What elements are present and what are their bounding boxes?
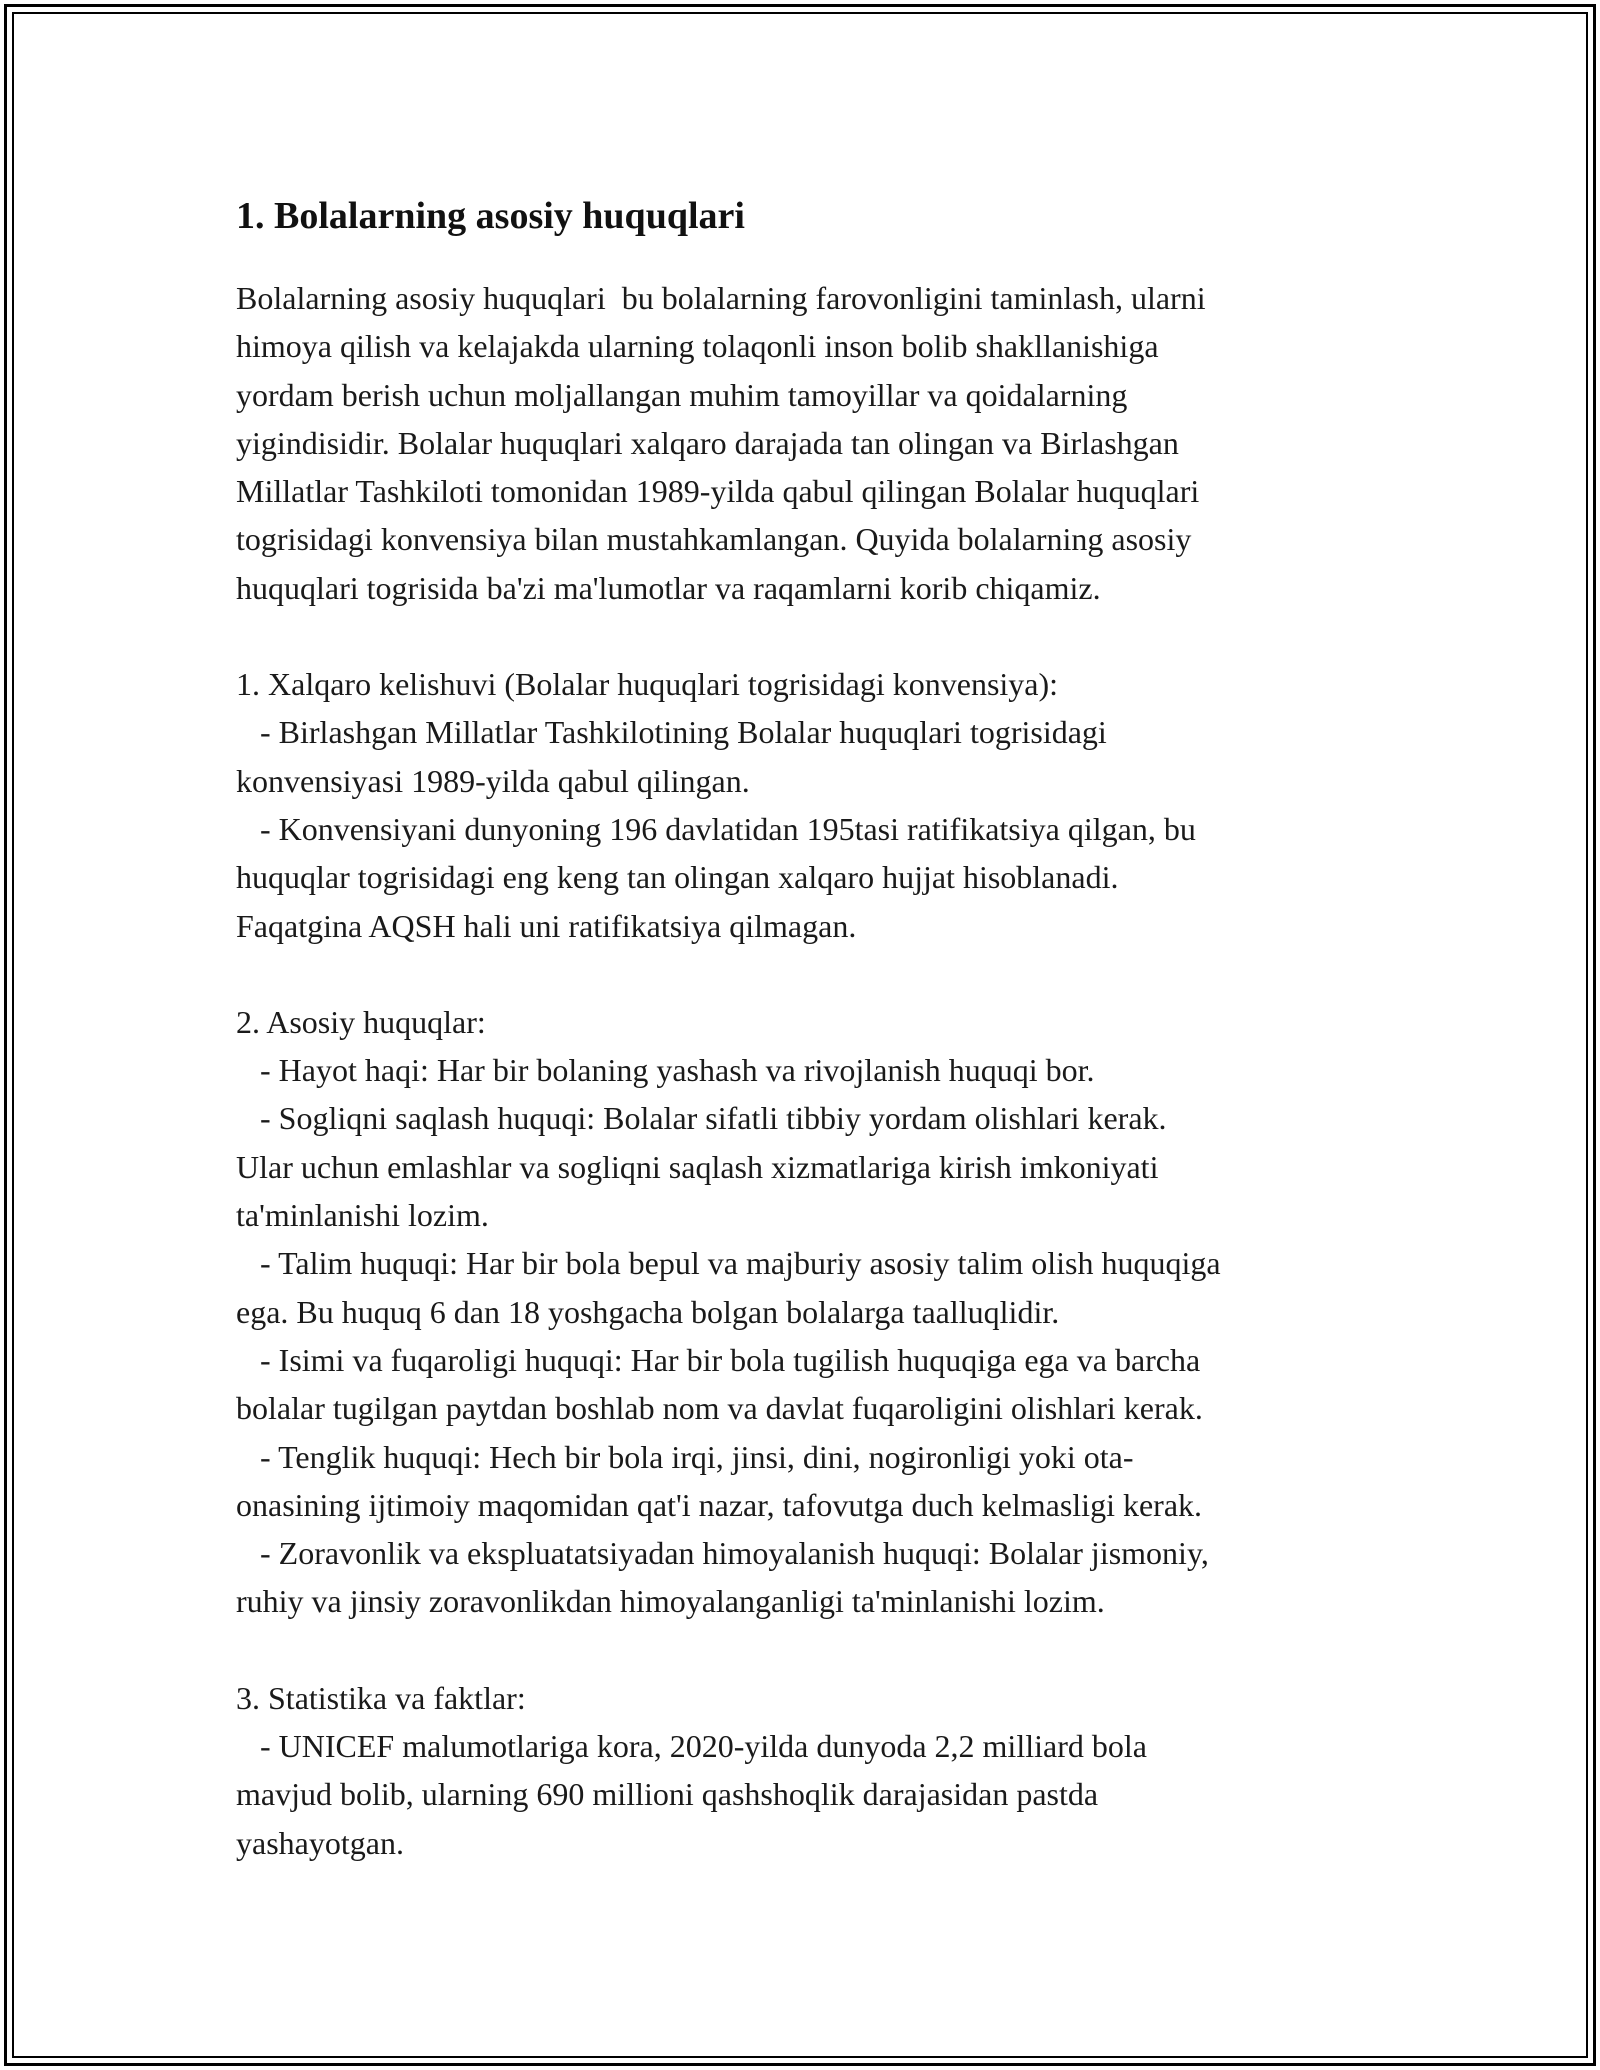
intro-paragraph: Bolalarning asosiy huquqlari bu bolalarning farovonligini taminlash, ularni himoya qilish va kelajakda ularning tolaqonli inson bolib shakllanishiga yordam berish uchun moljallangan muhim tamoyillar va qoidalarning yigindisidir. Bolalar huquqlari xalqaro darajada tan olingan va Birlashgan Millatlar Tashkiloti tomonidan 1989-yilda qabul qilingan Bolalar huquqlari togrisidagi konvensiya bilan mustahkamlangan. Quyida bolalarning asosiy huquqlari togrisida ba'zi ma'lumotlar va raqamlarni korib chiqamiz. — [236, 280, 1206, 606]
document-heading: 1. Bolalarning asosiy huquqlari — [236, 195, 745, 237]
section-basic-rights: 2. Asosiy huquqlar: - Hayot haqi: Har bir bolaning yashash va rivojlanish huquqi bor. - Sogliqni saqlash huquqi: Bolalar sifatli tibbiy yordam olishlari kerak. Ular uchun emlashlar va sogliqni saqlash xizmatlariga kirish imkoniyati ta'minlanishi lozim. - Talim huquqi: Har bir bola bepul va majburiy asosiy talim olish huquqiga ega. Bu huquq 6 dan 18 yoshgacha bolgan bolalarga taalluqlidir. - Isimi va fuqaroligi huquqi: Har bir bola tugilish huquqiga ega va barcha bolalar tugilgan paytdan boshlab nom va davlat fuqaroligini olishlari kerak. - Tenglik huquqi: Hech bir bola irqi, jinsi, dini, nogironligi yoki ota- onasining ijtimoiy maqomidan qat'i nazar, tafovutga duch kelmasligi kerak. - Zoravonlik va ekspluatatsiyadan himoyalanish huquqi: Bolalar jismoniy, ruhiy va jinsiy zoravonlikdan himoyalanganligi ta'minlanishi lozim. — [236, 1003, 1221, 1620]
document-body — [236, 188, 1386, 1867]
section-international-agreement: 1. Xalqaro kelishuvi (Bolalar huquqlari togrisidagi konvensiya): - Birlashgan Millatlar Tashkilotining Bolalar huquqlari togrisidagi konvensiyasi 1989-yilda qabul qilingan. - Konvensiyani dunyoning 196 davlatidan 195tasi ratifikatsiya qilgan, bu huquqlar togrisidagi eng keng tan olingan xalqaro hujjat hisoblanadi. Faqatgina AQSH hali uni ratifikatsiya qilmagan. — [236, 666, 1196, 944]
section-statistics: 3. Statistika va faktlar: - UNICEF malumotlariga kora, 2020-yilda dunyoda 2,2 milliard bola mavjud bolib, ularning 690 millioni qashshoqlik darajasidan pastda yashayotgan. — [236, 1679, 1147, 1861]
